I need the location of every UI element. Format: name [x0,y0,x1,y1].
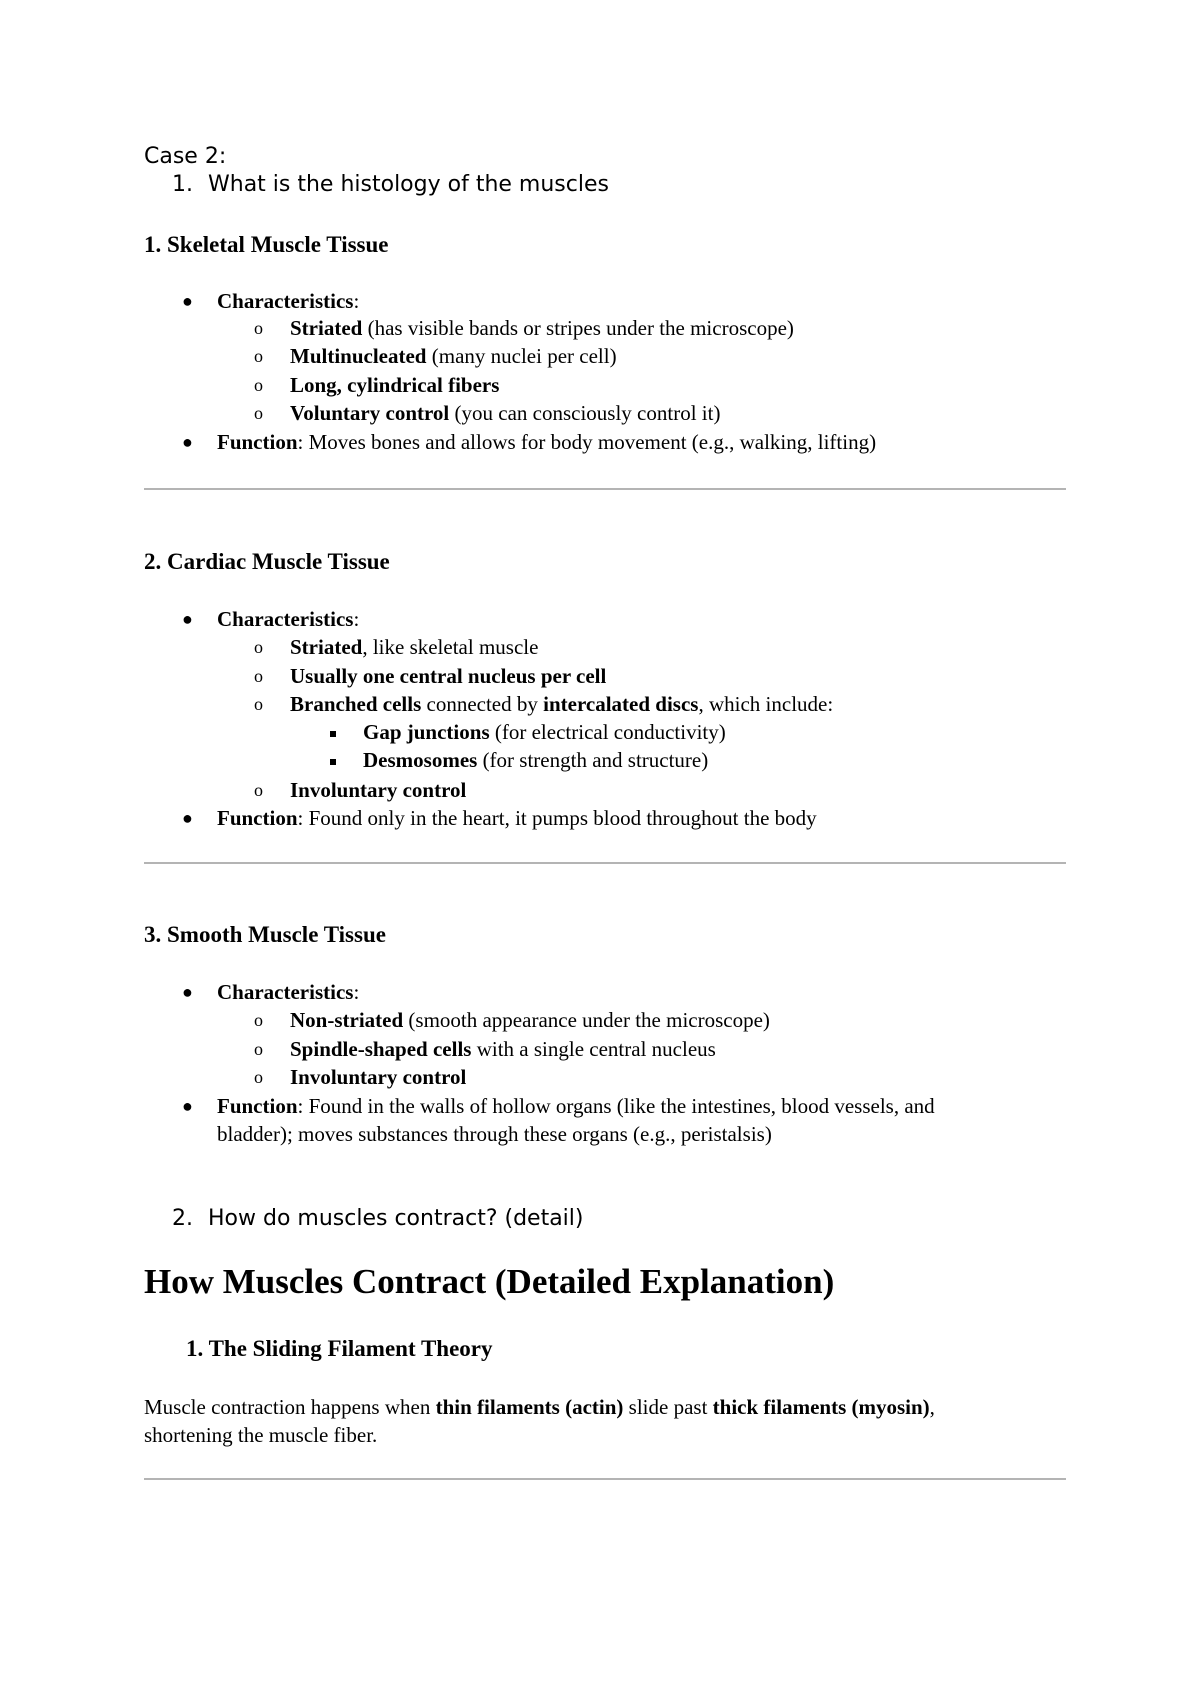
divider [144,862,1066,864]
case-title: Case 2: [144,144,227,169]
skeletal-characteristics: Characteristics: [217,289,360,313]
circle-bullet-icon: o [254,694,263,714]
skeletal-item: Striated (has visible bands or stripes under the microscope) [290,316,794,340]
smooth-item: Spindle-shaped cells with a single central nucleus [290,1037,716,1061]
cardiac-heading: 2. Cardiac Muscle Tissue [144,549,390,574]
sliding-filament-heading: 1. The Sliding Filament Theory [186,1336,493,1361]
smooth-item: Non-striated (smooth appearance under the microscope) [290,1008,770,1032]
cardiac-sub-item: Gap junctions (for electrical conductivity) [363,720,726,744]
bullet-icon: ● [182,982,193,1002]
cardiac-function: Function: Found only in the heart, it pumps blood throughout the body [217,806,817,830]
circle-bullet-icon: o [254,780,263,800]
cardiac-item: Usually one central nucleus per cell [290,664,607,688]
circle-bullet-icon: o [254,1039,263,1059]
cardiac-item: Branched cells connected by intercalated discs, which include: [290,692,834,716]
divider [144,1478,1066,1480]
cardiac-sub-item: Desmosomes (for strength and structure) [363,748,709,772]
skeletal-item: Long, cylindrical fibers [290,373,500,397]
cardiac-item: Striated, like skeletal muscle [290,635,539,659]
contract-paragraph-continued: shortening the muscle fiber. [144,1423,378,1447]
smooth-heading: 3. Smooth Muscle Tissue [144,922,386,947]
circle-bullet-icon: o [254,666,263,686]
bullet-icon: ● [182,808,193,828]
circle-bullet-icon: o [254,1010,263,1030]
skeletal-item: Voluntary control (you can consciously control it) [290,401,721,425]
bullet-icon: ● [182,291,193,311]
circle-bullet-icon: o [254,318,263,338]
skeletal-heading: 1. Skeletal Muscle Tissue [144,232,389,257]
smooth-function-continued: bladder); moves substances through these organs (e.g., peristalsis) [217,1122,772,1146]
smooth-function: Function: Found in the walls of hollow organs (like the intestines, blood vessels, and [217,1094,935,1118]
circle-bullet-icon: o [254,637,263,657]
square-bullet-icon [330,759,336,765]
bullet-icon: ● [182,609,193,629]
bullet-icon: ● [182,1096,193,1116]
skeletal-item: Multinucleated (many nuclei per cell) [290,344,617,368]
contract-title: How Muscles Contract (Detailed Explanation) [144,1262,835,1301]
question-1-number: 1. [172,172,193,197]
smooth-characteristics: Characteristics: [217,980,360,1004]
cardiac-item: Involuntary control [290,778,467,802]
question-1-text: What is the histology of the muscles [208,172,609,197]
question-2-text: How do muscles contract? (detail) [208,1206,584,1231]
circle-bullet-icon: o [254,403,263,423]
bullet-icon: ● [182,432,193,452]
skeletal-function: Function: Moves bones and allows for body movement (e.g., walking, lifting) [217,430,877,454]
circle-bullet-icon: o [254,346,263,366]
question-2-number: 2. [172,1206,193,1231]
divider [144,488,1066,490]
circle-bullet-icon: o [254,375,263,395]
contract-paragraph: Muscle contraction happens when thin filaments (actin) slide past thick filaments (myosin), [144,1395,935,1419]
circle-bullet-icon: o [254,1067,263,1087]
square-bullet-icon [330,731,336,737]
smooth-item: Involuntary control [290,1065,467,1089]
cardiac-characteristics: Characteristics: [217,607,360,631]
